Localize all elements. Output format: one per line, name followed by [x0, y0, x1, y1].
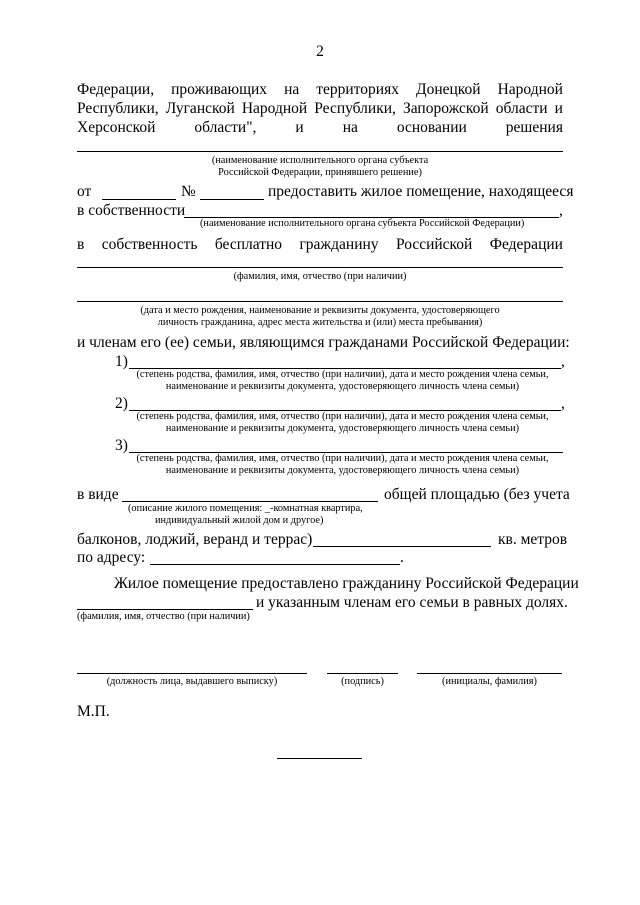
caption-member-3: (степень родства, фамилия, имя, отчество (при наличии), дата и место рождения члена семьи,	[136, 453, 549, 464]
label-ot: от	[77, 183, 92, 200]
caption-member-1: (степень родства, фамилия, имя, отчество (при наличии), дата и место рождения члена семьи,	[136, 369, 549, 380]
label-area: общей площадью (без учета	[384, 486, 570, 503]
caption-initials: (инициалы, фамилия)	[442, 676, 537, 687]
caption-member-1-2: наименование и реквизиты документа, удостоверяющего личность члена семьи)	[165, 381, 520, 392]
label-owned: в собственности	[77, 202, 186, 219]
caption-signature: (подпись)	[341, 676, 384, 687]
caption-birth-2: личность гражданина, адрес места жительства и (или) места пребывания)	[157, 317, 483, 328]
caption-fio: (фамилия, имя, отчество (при наличии)	[233, 271, 407, 282]
date-blank[interactable]	[102, 199, 176, 200]
label-vvide: в виде	[77, 486, 119, 503]
stamp-place: М.П.	[77, 703, 110, 720]
label-provide: предоставить жилое помещение, находящееся	[268, 183, 574, 200]
word: гражданину	[299, 236, 379, 253]
word: и	[295, 119, 304, 136]
word: области",	[194, 119, 257, 136]
member-3-number: 3)	[115, 437, 128, 454]
word: Народной	[241, 100, 308, 117]
premise-type-line[interactable]	[122, 501, 378, 502]
caption-premise: (описание жилого помещения: _-комнатная квартира,	[128, 503, 363, 514]
word: проживающих	[171, 81, 268, 98]
word: Луганской	[165, 100, 235, 117]
closing-divider	[277, 758, 362, 759]
member-1-comma: ,	[561, 353, 565, 370]
members-intro: и членам его (ее) семьи, являющимся гражданами Российской Федерации:	[77, 334, 570, 351]
word: на	[342, 119, 358, 136]
word: Республики,	[77, 100, 159, 117]
caption-position: (должность лица, выдавшего выписку)	[106, 676, 278, 687]
owned-comma: ,	[559, 202, 563, 219]
word: Народной	[497, 81, 563, 98]
word: собственность	[101, 236, 198, 253]
intro-line-2	[77, 100, 563, 118]
word: основании	[396, 119, 467, 136]
area-value-line[interactable]	[313, 546, 491, 547]
member-2-number: 2)	[115, 395, 128, 412]
to-citizen-line	[77, 236, 563, 254]
caption-member-2-2: наименование и реквизиты документа, удостоверяющего личность члена семьи)	[165, 423, 520, 434]
citizen-fio-line[interactable]	[77, 267, 563, 268]
word: Федерации	[489, 236, 563, 253]
caption-birth: (дата и место рождения, наименование и реквизиты документа, удостоверяющего	[140, 305, 500, 316]
address-end: .	[400, 549, 404, 566]
final-line-2: и указанным членам его семьи в равных долях.	[256, 594, 568, 611]
initials-line[interactable]	[417, 673, 562, 674]
word: Российской	[395, 236, 473, 253]
word: решения	[505, 119, 563, 136]
word: бесплатно	[214, 236, 283, 253]
signature-line[interactable]	[327, 673, 398, 674]
final-line-1: Жилое помещение предоставлено гражданину Российской Федерации	[114, 575, 579, 592]
member-2-comma: ,	[561, 395, 565, 412]
word: территориях	[316, 81, 399, 98]
citizen-details-line[interactable]	[77, 301, 563, 302]
word: в	[77, 236, 85, 253]
number-blank[interactable]	[200, 199, 264, 200]
caption-member-3-2: наименование и реквизиты документа, удостоверяющего личность члена семьи)	[165, 465, 520, 476]
word: Херсонской	[77, 119, 156, 136]
label-number: №	[181, 183, 196, 200]
word: Республики,	[314, 100, 396, 117]
page-number: 2	[316, 43, 324, 60]
label-address: по адресу:	[77, 549, 146, 566]
word: и	[554, 100, 563, 117]
caption-fio-final: (фамилия, имя, отчество (при наличии)	[77, 611, 250, 622]
word: области	[495, 100, 548, 117]
caption-organ-owner: (наименование исполнительного органа субъекта Российской Федерации)	[200, 218, 525, 229]
word: Запорожской	[402, 100, 489, 117]
address-line[interactable]	[150, 564, 400, 565]
word: Федерации,	[77, 81, 155, 98]
word: Донецкой	[416, 81, 481, 98]
caption-organ-decision: (наименование исполнительного органа субъекта	[211, 155, 429, 166]
caption-member-2: (степень родства, фамилия, имя, отчество (при наличии), дата и место рождения члена семьи,	[136, 411, 549, 422]
label-balcony: балконов, лоджий, веранд и террас)	[77, 531, 313, 548]
intro-line-1	[77, 81, 563, 99]
position-line[interactable]	[77, 673, 307, 674]
intro-line-3	[77, 119, 563, 137]
caption-organ-decision-2: Российской Федерации, принявшего решение)	[218, 167, 422, 178]
decision-organ-line[interactable]	[77, 151, 563, 152]
member-1-number: 1)	[115, 353, 128, 370]
word: на	[284, 81, 300, 98]
caption-premise-2: индивидуальный жилой дом и другое)	[155, 515, 324, 526]
label-sqm: кв. метров	[498, 531, 568, 548]
final-fio-line[interactable]	[77, 609, 253, 610]
